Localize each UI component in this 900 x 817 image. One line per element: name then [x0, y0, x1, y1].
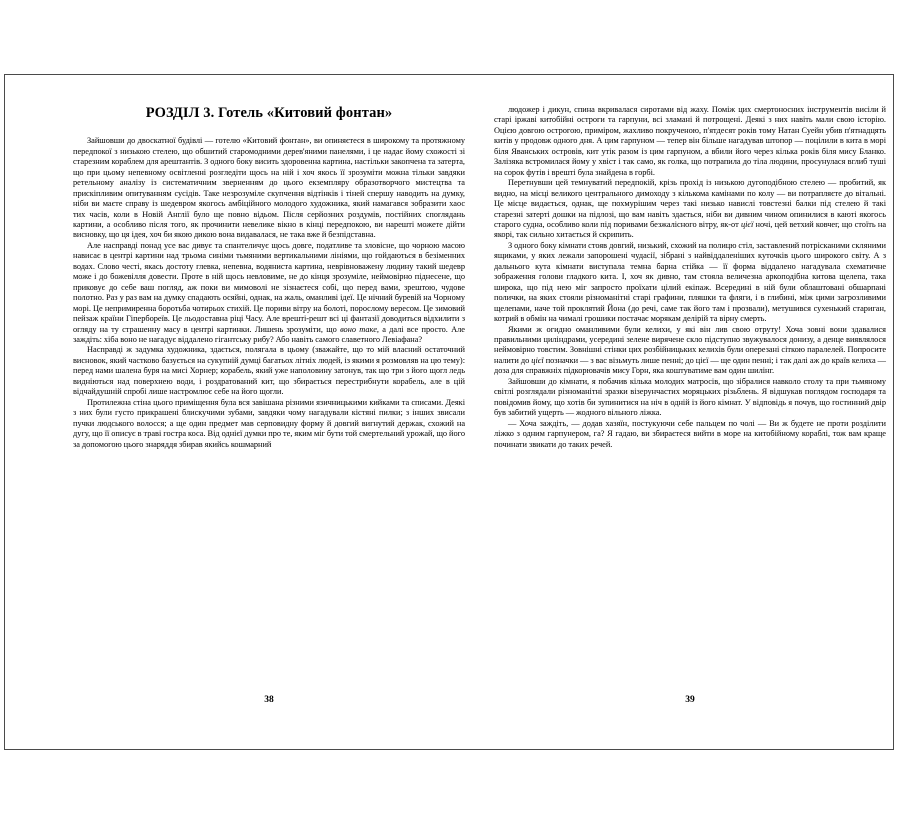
paragraph: Зайшовши до двоскатної будівлі — готелю «Китовий фонтан», ви опиняєтеся в широкому та протяжному передпокої з низькою стелею, що обшитий старомодними дерев'яними панелями, і це надає йому схожості зі старезним кораблем для арештантів. З одного боку висить здоровенна картина, настільки закопчена та затерта, що при цьому непевному освітленні розгледіти щось на ній і хоч якось її зрозуміти можна тільки завдяки ретельному аналізу із систематичним зверненням до цього екземпляру образотворчого мистецтва та прискіпливим опитуванням сусідів. Таке незрозуміле скупчення відтінків і тіней спершу наводить на думку, ніби ви маєте справу із шедевром якогось амбіційного молодого художника, який намагався зобразити хаос тих часів, коли в Новій Англії було ще повно відьом. Після серйозних роздумів, постійних споглядань картини, а особливо після того, як прочинити невелике вікно в кінці передпокою, ви нарешті можете дійти висновку, що ця ідея, хоч би якою дикою вона видавалася, не така вже й безпідставна.	[73, 136, 465, 240]
emphasis: цієї	[740, 219, 754, 229]
page-left	[5, 75, 465, 749]
page-right-body	[494, 105, 886, 450]
page-right	[449, 75, 893, 749]
book-spread	[5, 75, 893, 749]
paragraph: — Хоча заждіть, — додав хазяїн, постукуючи себе пальцем по чолі — Ви ж будете не проти розділити ліжко з одним гарпунером, га? Я гадаю, ви збираєтеся вийти в море на китобійному кораблі, тож вам краще починати звикати до таких речей.	[494, 418, 886, 449]
page-left-text	[73, 136, 465, 450]
paragraph: Насправді ж задумка художника, здається, полягала в цьому (зважайте, що то мій власний остаточний висновок, який частково базується на сукупній думці багатьох літніх людей, із якими я розмовляв на цю тему): перед нами шалена буря на мисі Хорнер; корабель, який уже наполовину затонув, так що три з його щогл ледь видніються над поверхнею води, і роздратований кит, що збирається перестрибнути корабель, але в цій відчайдушній спробі лише настромлює себе на його щогли.	[73, 345, 465, 397]
paragraph: Перетнувши цей темнуватий передпокій, крізь прохід із низькою дугоподібною стелею — пробитий, як видно, на місці великого центрального димоходу з кількома камінами по колу — ви потрапляєте до вітальні. Це місце видається, однак, ще похмурішим через такі низько навислі товстезні балки під стелею й такі старезні затерті дошки на підлозі, що вам навіть здається, ніби ви дивним чином опинилися в каюті якогось старого судна, особливо коли під поривами безжалісного вітру, як-от цієї ночі, цей ветхий ковчег, що стоїть на якорі, так сильно хитається й скрипить.	[494, 178, 887, 240]
page-number-right: 39	[685, 695, 695, 705]
chapter-title: РОЗДІЛ 3. Готель «Китовий фонтан»	[145, 105, 393, 121]
paragraph: Протилежна стіна цього приміщення була вся завішана різними язичницькими кийками та списами. Деякі з них були густо прикрашені блискучими зубами, завдяки чому нагадували кістяні пилки; з інших звисали пучки людського волосся; а ще один предмет мав серповидну форму й довгий вигнутий держак, схожий на дугу, що її описує в траві гостра коса. Від однієї думки про те, яким міг бути той смертельний урожай, що його за допомогою цього знаряддя збирав якийсь кошмарний	[73, 397, 465, 449]
paragraph: Якими ж огидно оманливими були келихи, у які він лив свою отруту! Хоча зовні вони здавалися правильними циліндрами, усередині зелене вирячене скло підступно звужувалося донизу, а денце виявлялося неймовірно товстим. Зовнішні стінки цих розбійницьких келихів були оперезані сіткою паралелей. Попросите налити до цієї позначки — з вас візьмуть лише пенні; до цієї — ще один пенні; і так далі аж до країв келиха — доза для справжніх підкорювачів мису Горн, яка коштуватиме вам один шилінг.	[494, 324, 886, 376]
emphasis: воно таке	[340, 324, 377, 334]
page-left-body	[73, 105, 465, 450]
page-number-left: 38	[264, 695, 274, 705]
paragraph: людожер і дикун, спина вкривалася сиротами від жаху. Поміж цих смертоносних інструментів висіли й старі іржаві китобійні остроги та гарпуни, всі зламані й потрощені. Деякі з них навіть мали свою історію. Оцією довгою острогою, приміром, жахливо покрученою, п'ятдесят років тому Натан Суейн убив п'ятнадцять китів у продовж одного дня. А цим гарпуном — тепер він більше нагадував штопор — поцілили в кита в морі біля Яванських островів, кит утік разом із цим гарпуном, а вбили його через кілька років біля мису Бланко. Залізяка встромилася йому у хвіст і так само, як голка, що потрапила до тіла людини, просунулася вглиб туші на сорок футів і врешті була знайдена в горбі.	[494, 105, 886, 177]
paragraph: З одного боку кімнати стояв довгий, низький, схожий на полицю стіл, заставлений потрісканими скляними ящиками, у яких лежали запорошені чудасії, зібрані з найвіддаленіших куточків цього широкого світу. А з дальнього кута кімнати виступала темна барна стійка — її форма віддалено нагадувала схематичне зображення голови гладкого кита. І, хоч як дивно, там стояла величезна аркоподібна китова щелепа, така широка, що під нею міг запросто проїхати цілий екіпаж. Всередині в ній були облаштовані обшарпані полички, на яких стояли різноманітні старі графини, пляшки та фляги, і в глибині, між цими загрозливими щелепами, наче той проклятий Йона (до речі, саме так його там і прозвали), метушився сухенький стариган, котрий в обмін на чималі грошики постачає морякам делірій та вірну смерть.	[494, 240, 886, 324]
paragraph: Зайшовши до кімнати, я побачив кілька молодих матросів, що зібралися навколо столу та при тьмяному світлі розглядали різноманітні зразки візерунчастих моряцьких різьблень. Я відшукав поглядом господаря та повідомив йому, що хотів би зупинитися на ніч в одній із його кімнат. У відповідь я почув, що гостинний двір був забитий ущерть — жодного вільного ліжка.	[494, 376, 886, 418]
book-gutter	[448, 75, 450, 749]
page-right-text	[494, 105, 886, 450]
emphasis: цієї	[531, 355, 544, 365]
book-page-frame	[4, 74, 894, 750]
paragraph: Але насправді понад усе вас дивує та спантеличує щось довге, податливе та зловісне, що чорною масою нависає в центрі картини над трьома синіми тьмяними вертикальними лініями, що гойдаються в безіменних водах. Слово честі, якась достоту глевка, непевна, водяниста картина, неврівноважену людину такий шедевр може і до божевілля довести. Проте в ній щось невловиме, не до кінця зрозуміле, неймовірно піднесене, що приковує до себе ваш погляд, аж поки ви мимоволі не зізнаєтеся собі, що перед вами, зрештою, чудове полотно. Раз у раз вам на думку спадають осяйні, однак, на жаль, оманливі ідеї. Це нічний буревій на Чорному морі. Це непримиренна боротьба чотирьох стихій. Це пориви вітру на болоті, порослому вересом. Це зимовий пейзаж країни Гіпербореїв. Це льодоставна ріці Часу. Але врешті-решт всі ці фантазії доводиться відхилити з огляду на ту страшенну масу в центрі картинки. Лишень зрозуміти, що воно таке, а далі все просто. Але заждіть: хіба воно не нагадує віддалено гігантську рибу? Або навіть самого славетного Левіафана?	[73, 240, 465, 344]
